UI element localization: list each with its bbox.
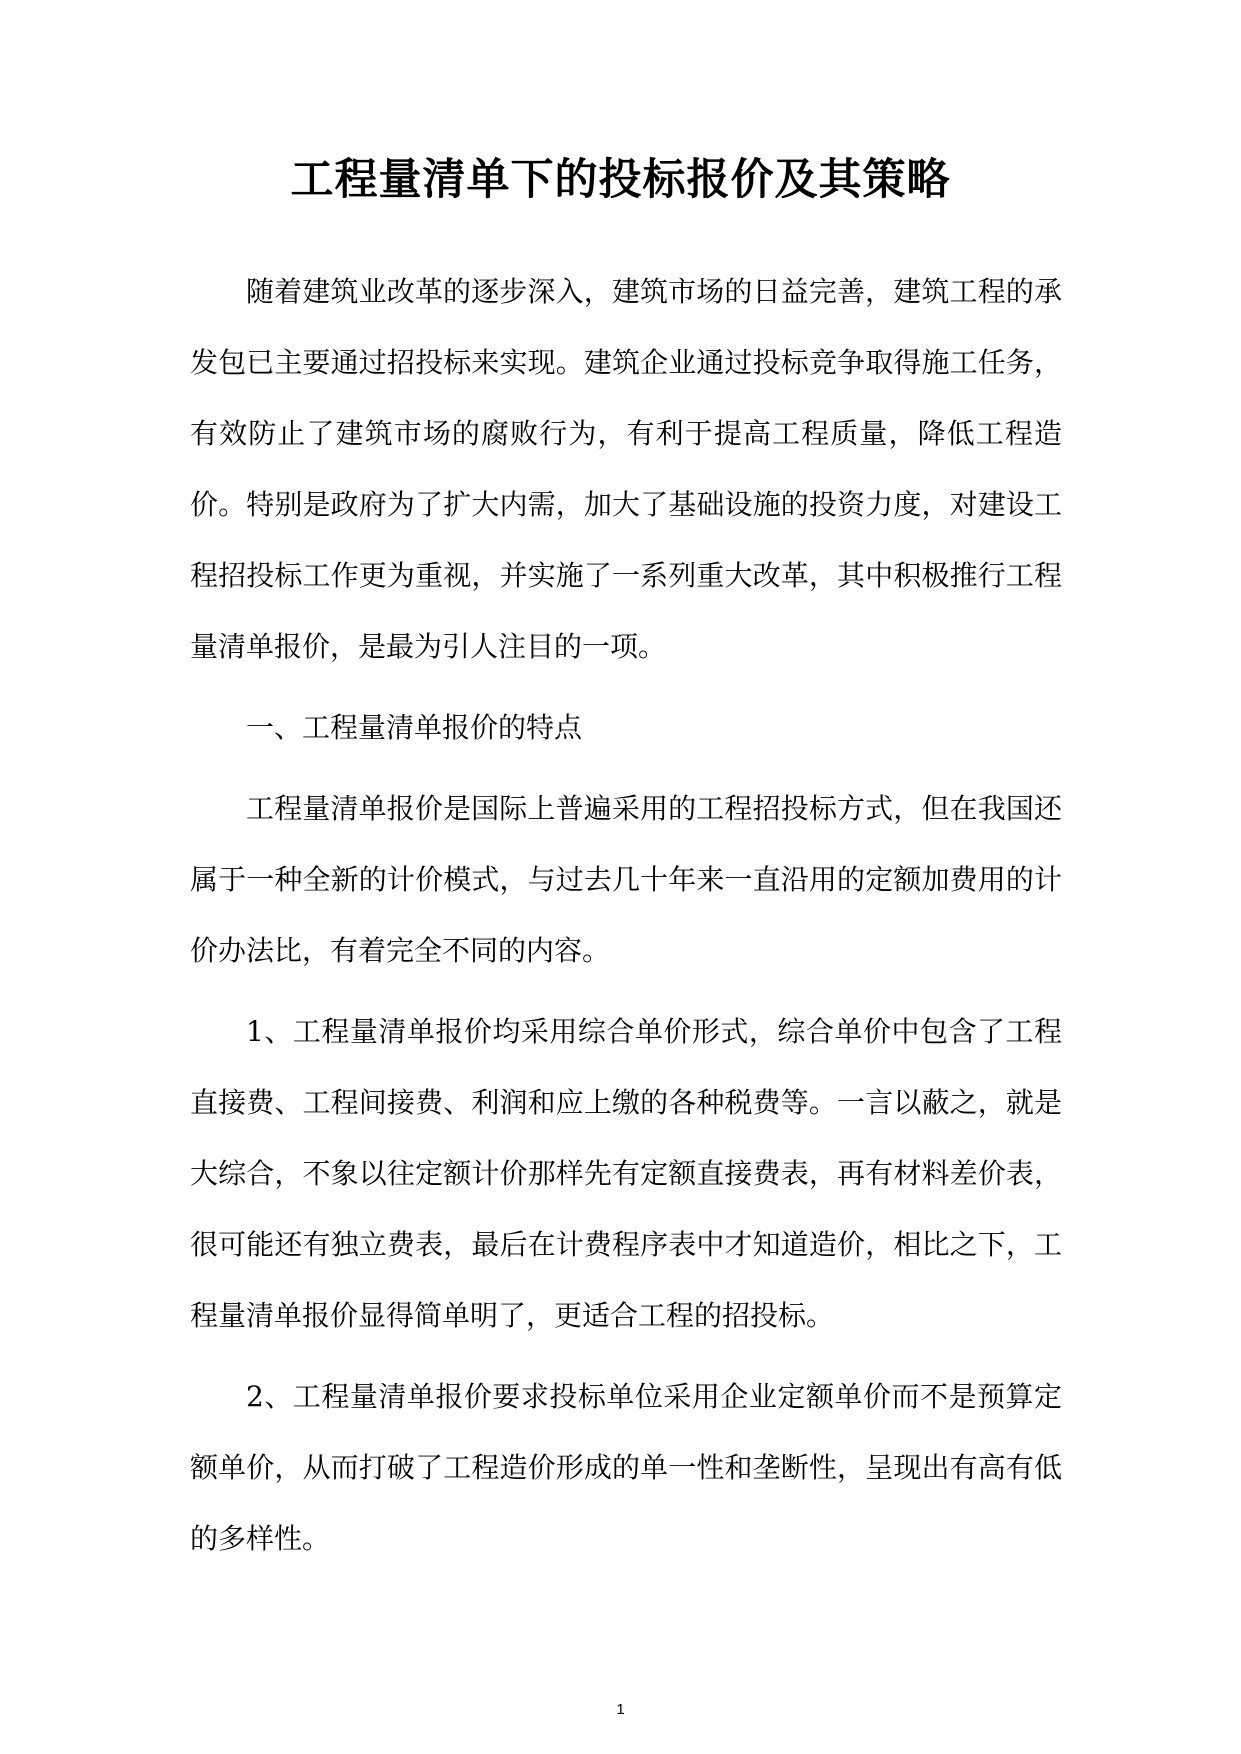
document-title: 工程量清单下的投标报价及其策略: [290, 155, 951, 205]
paragraph-intro: 随着建筑业改革的逐步深入，建筑市场的日益完善，建筑工程的承发包已主要通过招投标来实现。建筑企业通过投标竞争取得施工任务，有效防止了建筑市场的腐败行为，有利于提高工程质量，降低工程造价。特别是政府为了扩大内需，加大了基础设施的投资力度，对建设工程招投标工作更为重视，并实施了一系列重大改革，其中积极推行工程量清单报价，是最为引人注目的一项。: [190, 275, 1062, 663]
paragraph-point-2: 2、工程量清单报价要求投标单位采用企业定额单价而不是预算定额单价，从而打破了工程造价形成的单一性和垄断性，呈现出有高有低的多样性。: [190, 1380, 1062, 1555]
paragraph-overview: 工程量清单报价是国际上普遍采用的工程招投标方式，但在我国还属于一种全新的计价模式，与过去几十年来一直沿用的定额加费用的计价办法比，有着完全不同的内容。: [190, 792, 1062, 967]
section-heading: 一、工程量清单报价的特点: [246, 711, 583, 744]
document-body: [190, 256, 1062, 1574]
page-number: 1: [616, 1701, 625, 1718]
paragraph-point-1: 1、工程量清单报价均采用综合单价形式，综合单价中包含了工程直接费、工程间接费、利润和应上缴的各种税费等。一言以蔽之，就是大综合，不象以往定额计价那样先有定额直接费表，再有材料差价表，很可能还有独立费表，最后在计费程序表中才知道造价，相比之下，工程量清单报价显得简单明了，更适合工程的招投标。: [190, 1015, 1062, 1332]
